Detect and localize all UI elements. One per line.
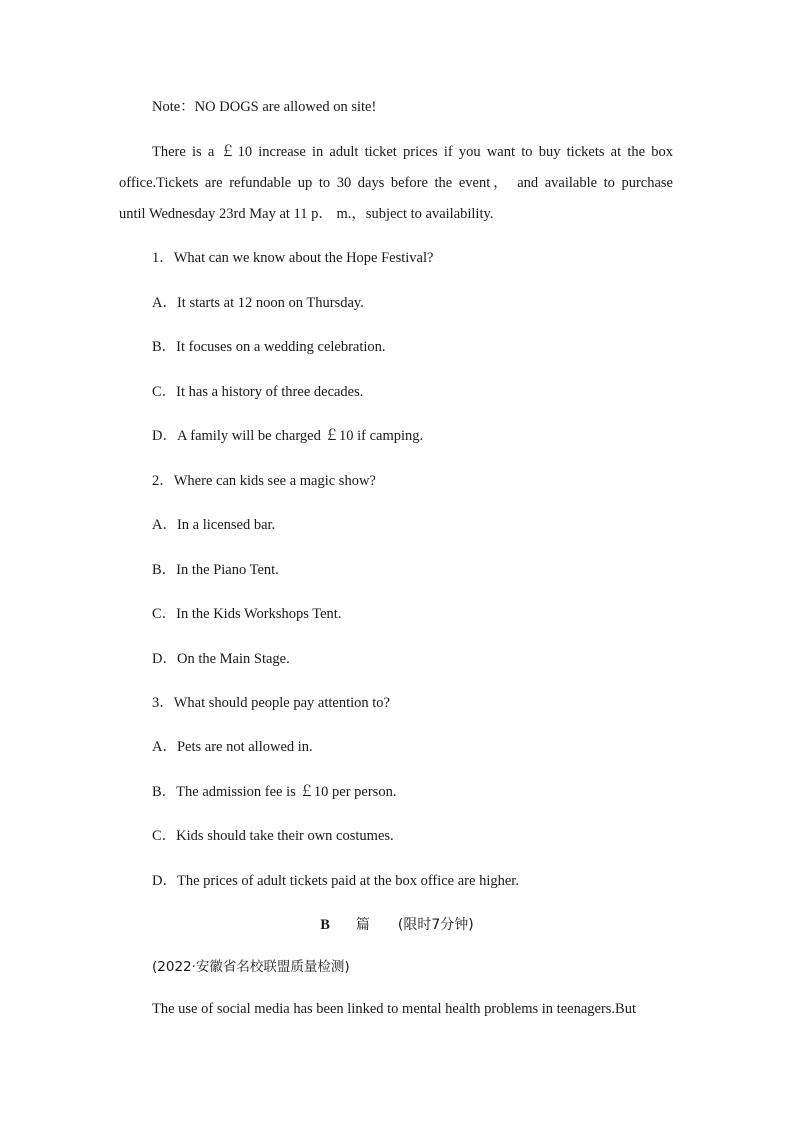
question-3-option-d: D．The prices of adult tickets paid at the box office are higher.: [152, 873, 519, 889]
question-1-option-d: D．A family will be charged ￡10 if camping.: [152, 428, 424, 444]
question-3-option-c: C．Kids should take their own costumes.: [152, 828, 394, 844]
question-1-option-c: C．It has a history of three decades.: [152, 384, 364, 400]
paragraph-line-1: There is a ￡10 increase in adult ticket prices if you want to buy tickets at the box: [152, 144, 673, 160]
passage-first-line: The use of social media has been linked to mental health problems in teenagers.But: [152, 1001, 636, 1017]
question-2-option-c: C．In the Kids Workshops Tent.: [152, 606, 342, 622]
question-2-option-a: A．In a licensed bar.: [152, 517, 276, 533]
question-3-stem: 3．What should people pay attention to?: [152, 695, 390, 711]
question-1-stem: 1．What can we know about the Hope Festival?: [152, 250, 434, 266]
question-2-option-d: D．On the Main Stage.: [152, 651, 290, 667]
question-2-stem: 2．Where can kids see a magic show?: [152, 473, 376, 489]
question-3-option-a: A．Pets are not allowed in.: [152, 739, 313, 755]
question-3-option-b: B．The admission fee is ￡10 per person.: [152, 784, 397, 800]
question-1-option-b: B．It focuses on a wedding celebration.: [152, 339, 386, 355]
question-2-option-b: B．In the Piano Tent.: [152, 562, 279, 578]
source-citation: (2022·安徽省名校联盟质量检测): [152, 959, 350, 975]
question-1-option-a: A．It starts at 12 noon on Thursday.: [152, 295, 364, 311]
section-heading: [0, 916, 794, 934]
section-time-limit: (限时7分钟): [397, 917, 474, 933]
paragraph-line-2: office.Tickets are refundable up to 30 days before the event， and available to purchase: [119, 175, 673, 191]
paragraph-line-3: until Wednesday 23rd May at 11 p． m.，subject to availability.: [119, 206, 494, 222]
section-pian: 篇: [355, 917, 370, 933]
section-letter: B: [320, 917, 330, 933]
note-line: Note：NO DOGS are allowed on site!: [152, 99, 377, 115]
